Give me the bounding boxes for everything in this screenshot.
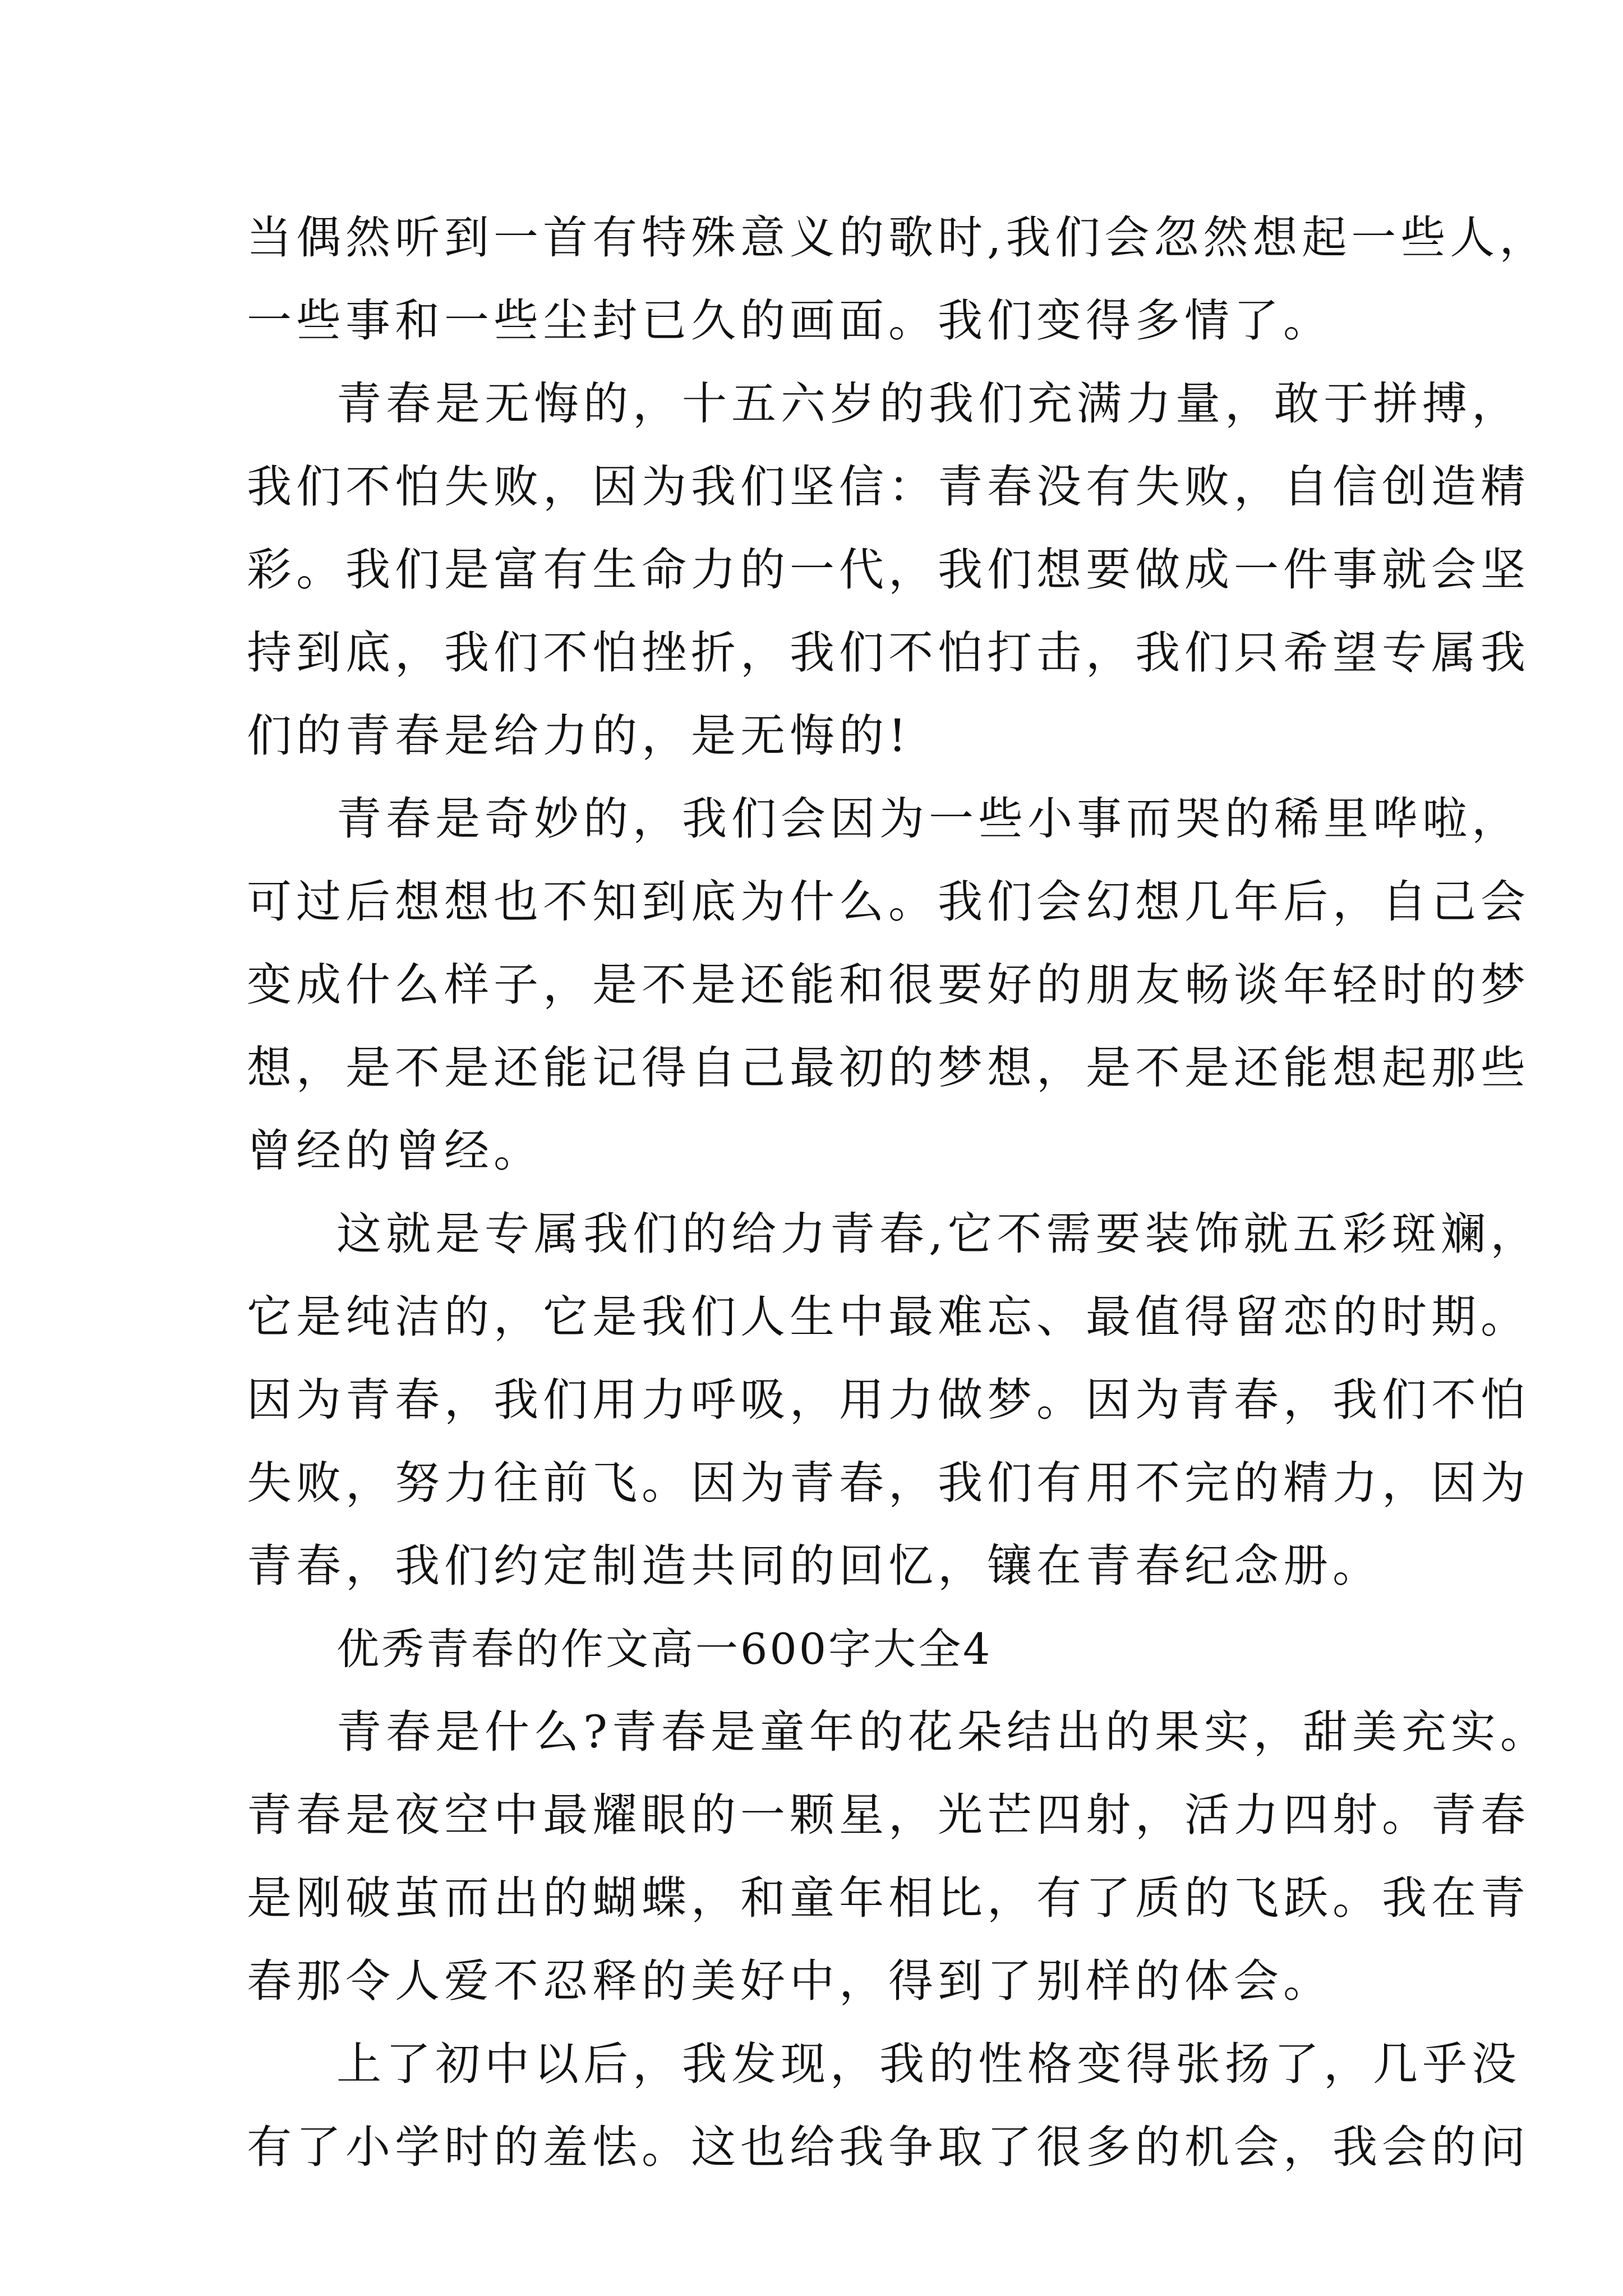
text-line: 因为青春，我们用力呼吸，用力做梦。因为青春，我们不怕 bbox=[247, 1374, 1530, 1426]
text-line: 一些事和一些尘封已久的画面。我们变得多情了。 bbox=[247, 295, 1332, 347]
text-line: 持到底，我们不怕挫折，我们不怕打击，我们只希望专属我 bbox=[247, 627, 1530, 679]
text-line: 这就是专属我们的给力青春,它不需要装饰就五彩斑斓， bbox=[336, 1208, 1540, 1260]
text-line: 青春是无悔的，十五六岁的我们充满力量，敢于拼搏， bbox=[336, 378, 1521, 430]
text-line: 想，是不是还能记得自己最初的梦想，是不是还能想起那些 bbox=[247, 1042, 1530, 1094]
text-line: 它是纯洁的，它是我们人生中最难忘、最值得留恋的时期。 bbox=[247, 1291, 1530, 1343]
text-line: 我们不怕失败，因为我们坚信：青春没有失败，自信创造精 bbox=[247, 461, 1530, 513]
paragraph-6 bbox=[247, 2023, 1530, 2189]
text-line: 可过后想想也不知到底为什么。我们会幻想几年后，自己会 bbox=[247, 876, 1530, 928]
text-line: 上了初中以后，我发现，我的性格变得张扬了，几乎没 bbox=[336, 2038, 1521, 2090]
text-line: 当偶然听到一首有特殊意义的歌时,我们会忽然想起一些人， bbox=[247, 211, 1549, 264]
section-title: 优秀青春的作文高一600字大全4 bbox=[336, 1624, 993, 1674]
text-line: 曾经的曾经。 bbox=[247, 1125, 543, 1177]
paragraph-1 bbox=[247, 196, 1549, 362]
text-line: 变成什么样子，是不是还能和很要好的朋友畅谈年轻时的梦 bbox=[247, 959, 1530, 1011]
text-line: 青春是什么?青春是童年的花朵结出的果实，甜美充实。 bbox=[336, 1706, 1550, 1758]
text-line: 是刚破茧而出的蝴蝶，和童年相比，有了质的飞跃。我在青 bbox=[247, 1872, 1530, 1924]
text-line: 春那令人爱不忍释的美好中，得到了别样的体会。 bbox=[247, 1955, 1332, 2007]
paragraph-5 bbox=[247, 1691, 1550, 2023]
text-line: 彩。我们是富有生命力的一代，我们想要做成一件事就会坚 bbox=[247, 544, 1530, 596]
paragraph-3 bbox=[247, 777, 1530, 1193]
section-heading bbox=[247, 1608, 1436, 1691]
document-body bbox=[247, 196, 1550, 2189]
paragraph-4 bbox=[247, 1193, 1540, 1608]
text-line: 青春是夜空中最耀眼的一颗星，光芒四射，活力四射。青春 bbox=[247, 1789, 1530, 1841]
text-line: 青春是奇妙的，我们会因为一些小事而哭的稀里哗啦， bbox=[336, 793, 1521, 845]
text-line: 们的青春是给力的，是无悔的! bbox=[247, 710, 911, 762]
text-line: 青春，我们约定制造共同的回忆，镶在青春纪念册。 bbox=[247, 1540, 1382, 1592]
paragraph-2 bbox=[247, 362, 1530, 777]
text-line: 失败，努力往前飞。因为青春，我们有用不完的精力，因为 bbox=[247, 1457, 1530, 1509]
text-line: 有了小学时的羞怯。这也给我争取了很多的机会，我会的问 bbox=[247, 2121, 1530, 2173]
